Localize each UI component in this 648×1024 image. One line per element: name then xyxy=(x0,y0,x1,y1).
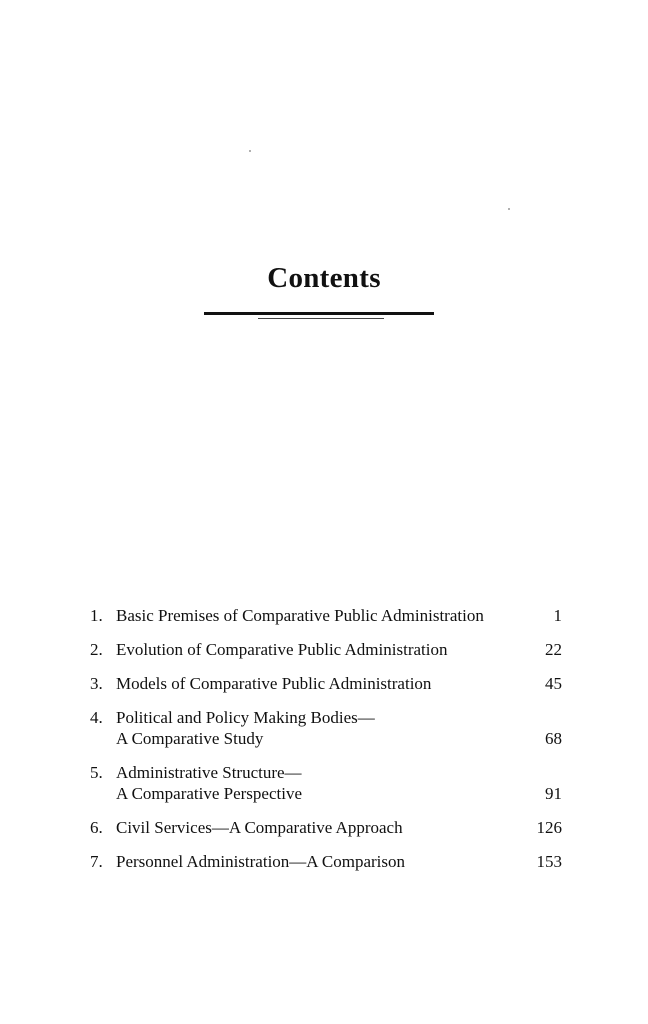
chapter-title-line-2: A Comparative Study xyxy=(116,729,264,748)
page-number: 45 xyxy=(545,674,562,693)
toc-entry-7[interactable] xyxy=(90,851,562,872)
title-underline-thin xyxy=(258,318,384,319)
page-number: 153 xyxy=(536,852,562,871)
chapter-number: 3. xyxy=(90,674,103,693)
chapter-title: Models of Comparative Public Administration xyxy=(116,674,432,693)
page-number: 1 xyxy=(553,606,562,625)
page-number: 68 xyxy=(545,729,562,748)
chapter-title-line-2: A Comparative Perspective xyxy=(116,784,303,803)
page-title: Contents xyxy=(267,262,381,294)
chapter-number: 1. xyxy=(90,606,103,625)
chapter-title: Evolution of Comparative Public Administration xyxy=(116,640,448,659)
chapter-title-line-1: Administrative Structure— xyxy=(116,763,302,782)
scan-speck xyxy=(508,208,510,210)
chapter-number: 7. xyxy=(90,852,103,871)
chapter-number: 2. xyxy=(90,640,103,659)
toc-entry-6[interactable] xyxy=(90,817,562,838)
table-of-contents xyxy=(90,605,562,885)
chapter-title-line-1: Political and Policy Making Bodies— xyxy=(116,708,375,727)
toc-entry-2[interactable] xyxy=(90,639,562,660)
chapter-number: 5. xyxy=(90,763,103,782)
chapter-number: 4. xyxy=(90,708,103,727)
scan-speck xyxy=(249,150,251,152)
page-number: 22 xyxy=(545,640,562,659)
toc-entry-3[interactable] xyxy=(90,673,562,694)
chapter-title: Basic Premises of Comparative Public Administration xyxy=(116,606,484,625)
toc-entry-4[interactable] xyxy=(90,707,562,749)
chapter-title: Personnel Administration—A Comparison xyxy=(116,852,405,871)
toc-entry-1[interactable] xyxy=(90,605,562,626)
chapter-title: Civil Services—A Comparative Approach xyxy=(116,818,403,837)
chapter-number: 6. xyxy=(90,818,103,837)
page-number: 91 xyxy=(545,784,562,803)
title-underline xyxy=(204,312,434,315)
page-number: 126 xyxy=(536,818,562,837)
toc-entry-5[interactable] xyxy=(90,762,562,804)
